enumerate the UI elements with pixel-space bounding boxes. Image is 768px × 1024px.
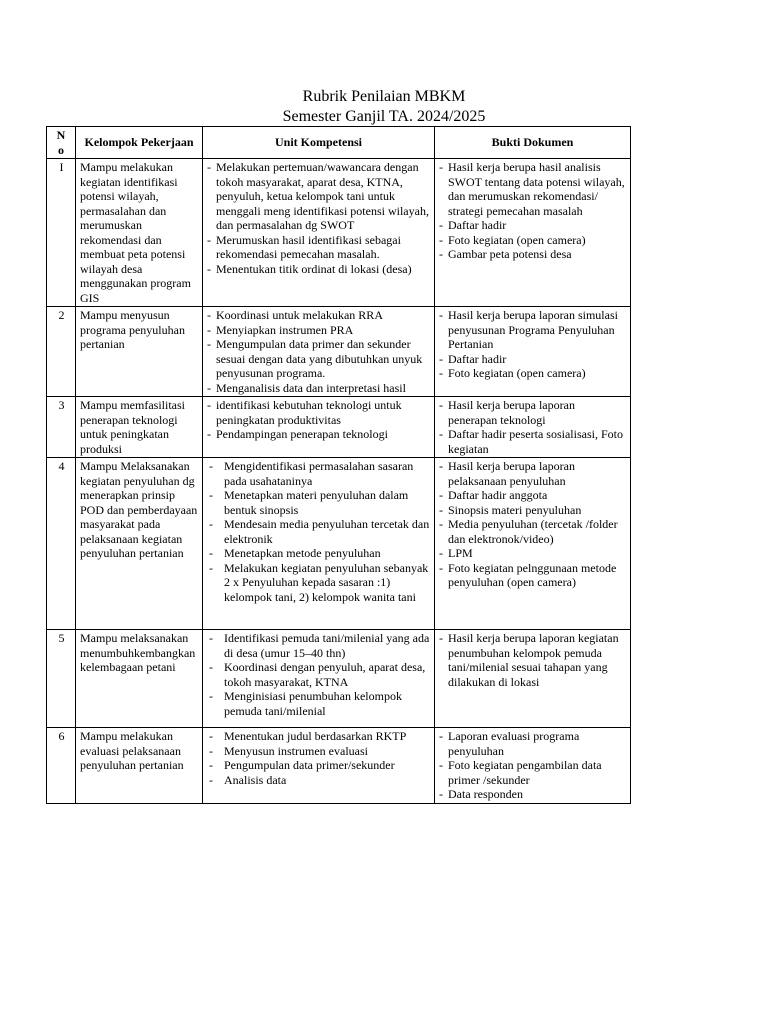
unit-item: - Menyusun instrumen evaluasi: [207, 744, 431, 759]
header-no-line-1: N: [56, 128, 66, 142]
table-header-row: [47, 127, 631, 159]
unit-item: - Menganalisis data dan interpretasi hasil: [207, 381, 431, 396]
kelompok-cell: Mampu melakukan evaluasi pelaksanaan penyuluhan pertanian: [76, 728, 203, 804]
unit-item: - Mengidentifikasi permasalahan sasaran pada usahataninya: [207, 459, 431, 488]
bukti-cell: [435, 458, 631, 630]
unit-item: - Menetapkan metode penyuluhan: [207, 546, 431, 561]
bukti-item: - Foto kegiatan pelnggunaan metode penyuluhan (open camera): [439, 561, 627, 590]
unit-cell: [203, 630, 435, 728]
bukti-item: - LPM: [439, 546, 627, 561]
rubric-table: [46, 126, 631, 804]
table-row: [47, 630, 631, 728]
bukti-item: - Daftar hadir peserta sosialisasi, Foto kegiatan: [439, 427, 627, 456]
row-number: I: [47, 159, 76, 307]
bukti-cell: [435, 397, 631, 458]
kelompok-cell: Mampu melakukan kegiatan identifikasi potensi wilayah, permasalahan dan merumuskan rekomendasi dan membuat peta potensi wilayah desa menggunakan program GIS: [76, 159, 203, 307]
unit-item: - Menentukan titik ordinat di lokasi (desa): [207, 262, 431, 277]
unit-item: - Pendampingan penerapan teknologi: [207, 427, 431, 442]
unit-list: [207, 398, 431, 442]
unit-cell: [203, 159, 435, 307]
unit-list: [207, 631, 431, 718]
bukti-item: - Hasil kerja berupa laporan penerapan teknologi: [439, 398, 627, 427]
bukti-item: - Foto kegiatan pengambilan data primer /sekunder: [439, 758, 627, 787]
table-row: [47, 159, 631, 307]
table-row: [47, 307, 631, 397]
table-row: [47, 458, 631, 630]
row-number: 4: [47, 458, 76, 630]
unit-item: - Identifikasi pemuda tani/milenial yang ada di desa (umur 15–40 thn): [207, 631, 431, 660]
kelompok-cell: Mampu melaksanakan menumbuhkembangkan kelembagaan petani: [76, 630, 203, 728]
bukti-item: - Daftar hadir anggota: [439, 488, 627, 503]
row-number: 3: [47, 397, 76, 458]
unit-item: - Menyiapkan instrumen PRA: [207, 323, 431, 338]
unit-item: - Pengumpulan data primer/sekunder: [207, 758, 431, 773]
kelompok-cell: Mampu memfasilitasi penerapan teknologi untuk peningkatan produksi: [76, 397, 203, 458]
header-no-line-2: o: [58, 142, 64, 157]
bukti-list: [439, 459, 627, 590]
bukti-item: - Daftar hadir: [439, 352, 627, 367]
kelompok-cell: Mampu menyusun programa penyuluhan pertanian: [76, 307, 203, 397]
header-unit: Unit Kompetensi: [203, 127, 435, 159]
unit-item: - Koordinasi untuk melakukan RRA: [207, 308, 431, 323]
bukti-item: - Hasil kerja berupa laporan kegiatan penumbuhan kelompok pemuda tani/milenial sesuai tahapan yang dilakukan di lokasi: [439, 631, 627, 689]
unit-item: - Koordinasi dengan penyuluh, aparat desa, tokoh masyarakat, KTNA: [207, 660, 431, 689]
unit-item: - Analisis data: [207, 773, 431, 788]
unit-cell: [203, 728, 435, 804]
bukti-list: [439, 631, 627, 689]
bukti-item: - Media penyuluhan (tercetak /folder dan elektronok/video): [439, 517, 627, 546]
header-bukti: Bukti Dokumen: [435, 127, 631, 159]
unit-list: [207, 308, 431, 395]
header-no: [47, 127, 76, 159]
bukti-cell: [435, 159, 631, 307]
table-row: [47, 397, 631, 458]
unit-item: - Menetapkan materi penyuluhan dalam bentuk sinopsis: [207, 488, 431, 517]
row-number: 2: [47, 307, 76, 397]
bukti-cell: [435, 630, 631, 728]
bukti-list: [439, 160, 627, 262]
unit-list: [207, 459, 431, 604]
bukti-list: [439, 398, 627, 456]
bukti-item: - Daftar hadir: [439, 218, 627, 233]
unit-list: [207, 160, 431, 276]
unit-item: - Melakukan pertemuan/wawancara dengan tokoh masyarakat, aparat desa, KTNA, penyuluh, ketua kelompok tani untuk menggali meng identifikasi potensi wilayah, dan permasalahan dg SWOT: [207, 160, 431, 233]
unit-cell: [203, 307, 435, 397]
bukti-list: [439, 729, 627, 802]
bukti-list: [439, 308, 627, 381]
title-line-2: Semester Ganjil TA. 2024/2025: [282, 108, 486, 125]
header-kelompok: Kelompok Pekerjaan: [76, 127, 203, 159]
unit-item: - Melakukan kegiatan penyuluhan sebanyak 2 x Penyuluhan kepada sasaran :1) kelompok tani, 2) kelompok wanita tani: [207, 561, 431, 605]
bukti-item: - Hasil kerja berupa laporan simulasi penyusunan Programa Penyuluhan Pertanian: [439, 308, 627, 352]
bukti-item: - Hasil kerja berupa laporan pelaksanaan penyuluhan: [439, 459, 627, 488]
kelompok-cell: Mampu Melaksanakan kegiatan penyuluhan dg menerapkan prinsip POD dan pemberdayaan masyarakat pada pelaksanaan kegiatan penyuluhan pertanian: [76, 458, 203, 630]
title-line-1: Rubrik Penilaian MBKM: [302, 88, 466, 105]
unit-item: - Mengumpulan data primer dan sekunder sesuai dengan data yang dibutuhkan unyuk penyusunan programa.: [207, 337, 431, 381]
unit-item: - Menentukan judul berdasarkan RKTP: [207, 729, 431, 744]
bukti-cell: [435, 728, 631, 804]
unit-item: - Mendesain media penyuluhan tercetak dan elektronik: [207, 517, 431, 546]
row-number: 6: [47, 728, 76, 804]
unit-cell: [203, 397, 435, 458]
bukti-item: - Foto kegiatan (open camera): [439, 366, 627, 381]
unit-item: - Menginisiasi penumbuhan kelompok pemuda tani/milenial: [207, 689, 431, 718]
bukti-item: - Laporan evaluasi programa penyuluhan: [439, 729, 627, 758]
unit-item: - Merumuskan hasil identifikasi sebagai rekomendasi pemecahan masalah.: [207, 233, 431, 262]
unit-cell: [203, 458, 435, 630]
bukti-item: - Hasil kerja berupa hasil analisis SWOT tentang data potensi wilayah, dan merumuskan rekomendasi/ strategi pemecahan masalah: [439, 160, 627, 218]
bukti-item: - Data responden: [439, 787, 627, 802]
document-title: [0, 87, 768, 127]
table-row: [47, 728, 631, 804]
bukti-item: - Sinopsis materi penyuluhan: [439, 503, 627, 518]
unit-list: [207, 729, 431, 787]
row-number: 5: [47, 630, 76, 728]
bukti-cell: [435, 307, 631, 397]
bukti-item: - Foto kegiatan (open camera): [439, 233, 627, 248]
bukti-item: - Gambar peta potensi desa: [439, 247, 627, 262]
unit-item: - identifikasi kebutuhan teknologi untuk peningkatan produktivitas: [207, 398, 431, 427]
